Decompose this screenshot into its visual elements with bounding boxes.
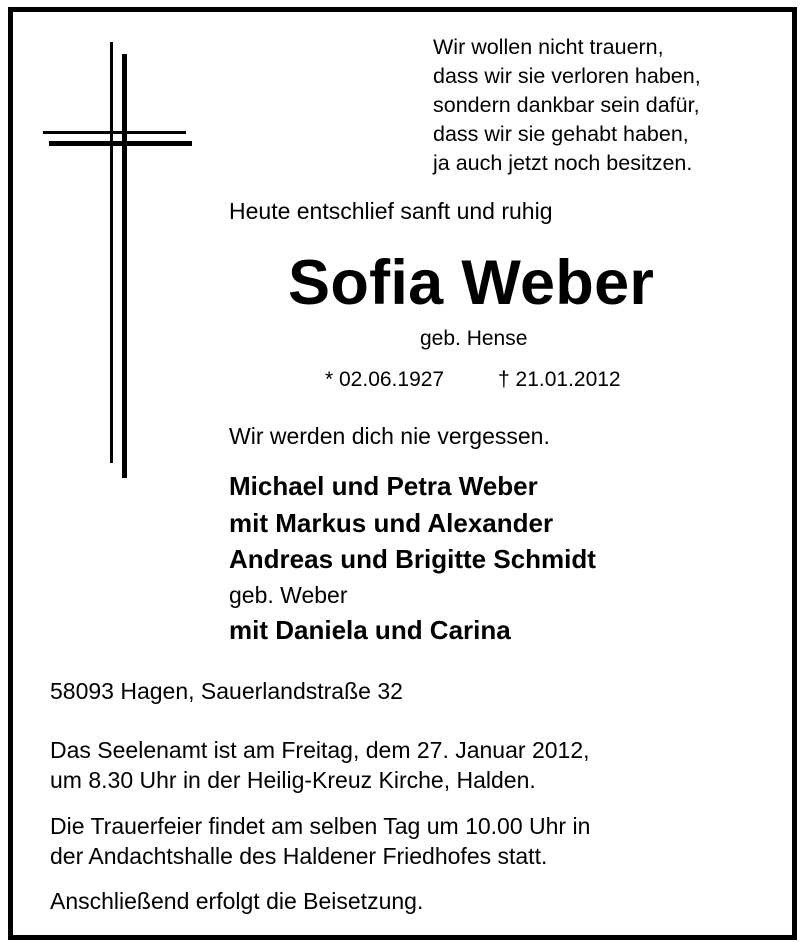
mourner-line: Andreas und Brigitte Schmidt — [229, 544, 596, 574]
birth-date: * 02.06.1927 — [325, 368, 445, 391]
maiden-name: geb. Hense — [420, 327, 528, 350]
mourner-line: mit Markus und Alexander — [229, 507, 554, 538]
poem — [433, 33, 701, 178]
deceased-name: Sofia Weber — [288, 248, 655, 318]
poem-line: Wir wollen nicht trauern, — [433, 35, 664, 59]
intro-text: Heute entschlief sanft und ruhig — [229, 198, 553, 224]
address: 58093 Hagen, Sauerlandstraße 32 — [50, 678, 403, 704]
info-line: um 8.30 Uhr in der Heilig-Kreuz Kirche, Halden. — [50, 767, 536, 793]
info-line: Anschließend erfolgt die Beisetzung. — [50, 888, 424, 914]
info-line: Die Trauerfeier findet am selben Tag um 10.00 Uhr in — [50, 813, 591, 839]
mourner-maiden-name: geb. Weber — [229, 581, 348, 608]
mourner-line: mit Daniela und Carina — [229, 614, 511, 645]
mourner-line: Michael und Petra Weber — [229, 471, 538, 501]
death-date: † 21.01.2012 — [498, 368, 621, 391]
poem-line: dass wir sie verloren haben, — [433, 64, 701, 88]
info-line: der Andachtshalle des Haldener Friedhofes statt. — [50, 843, 548, 869]
requiem-info — [50, 735, 590, 795]
funeral-info — [50, 811, 590, 871]
mourners-list — [229, 468, 596, 648]
burial-info — [50, 886, 423, 916]
poem-line: ja auch jetzt noch besitzen. — [433, 151, 693, 175]
poem-line: dass wir sie gehabt haben, — [433, 122, 689, 146]
farewell-line: Wir werden dich nie vergessen. — [229, 423, 550, 449]
poem-line: sondern dankbar sein dafür, — [433, 93, 700, 117]
info-line: Das Seelenamt ist am Freitag, dem 27. Januar 2012, — [50, 737, 590, 763]
